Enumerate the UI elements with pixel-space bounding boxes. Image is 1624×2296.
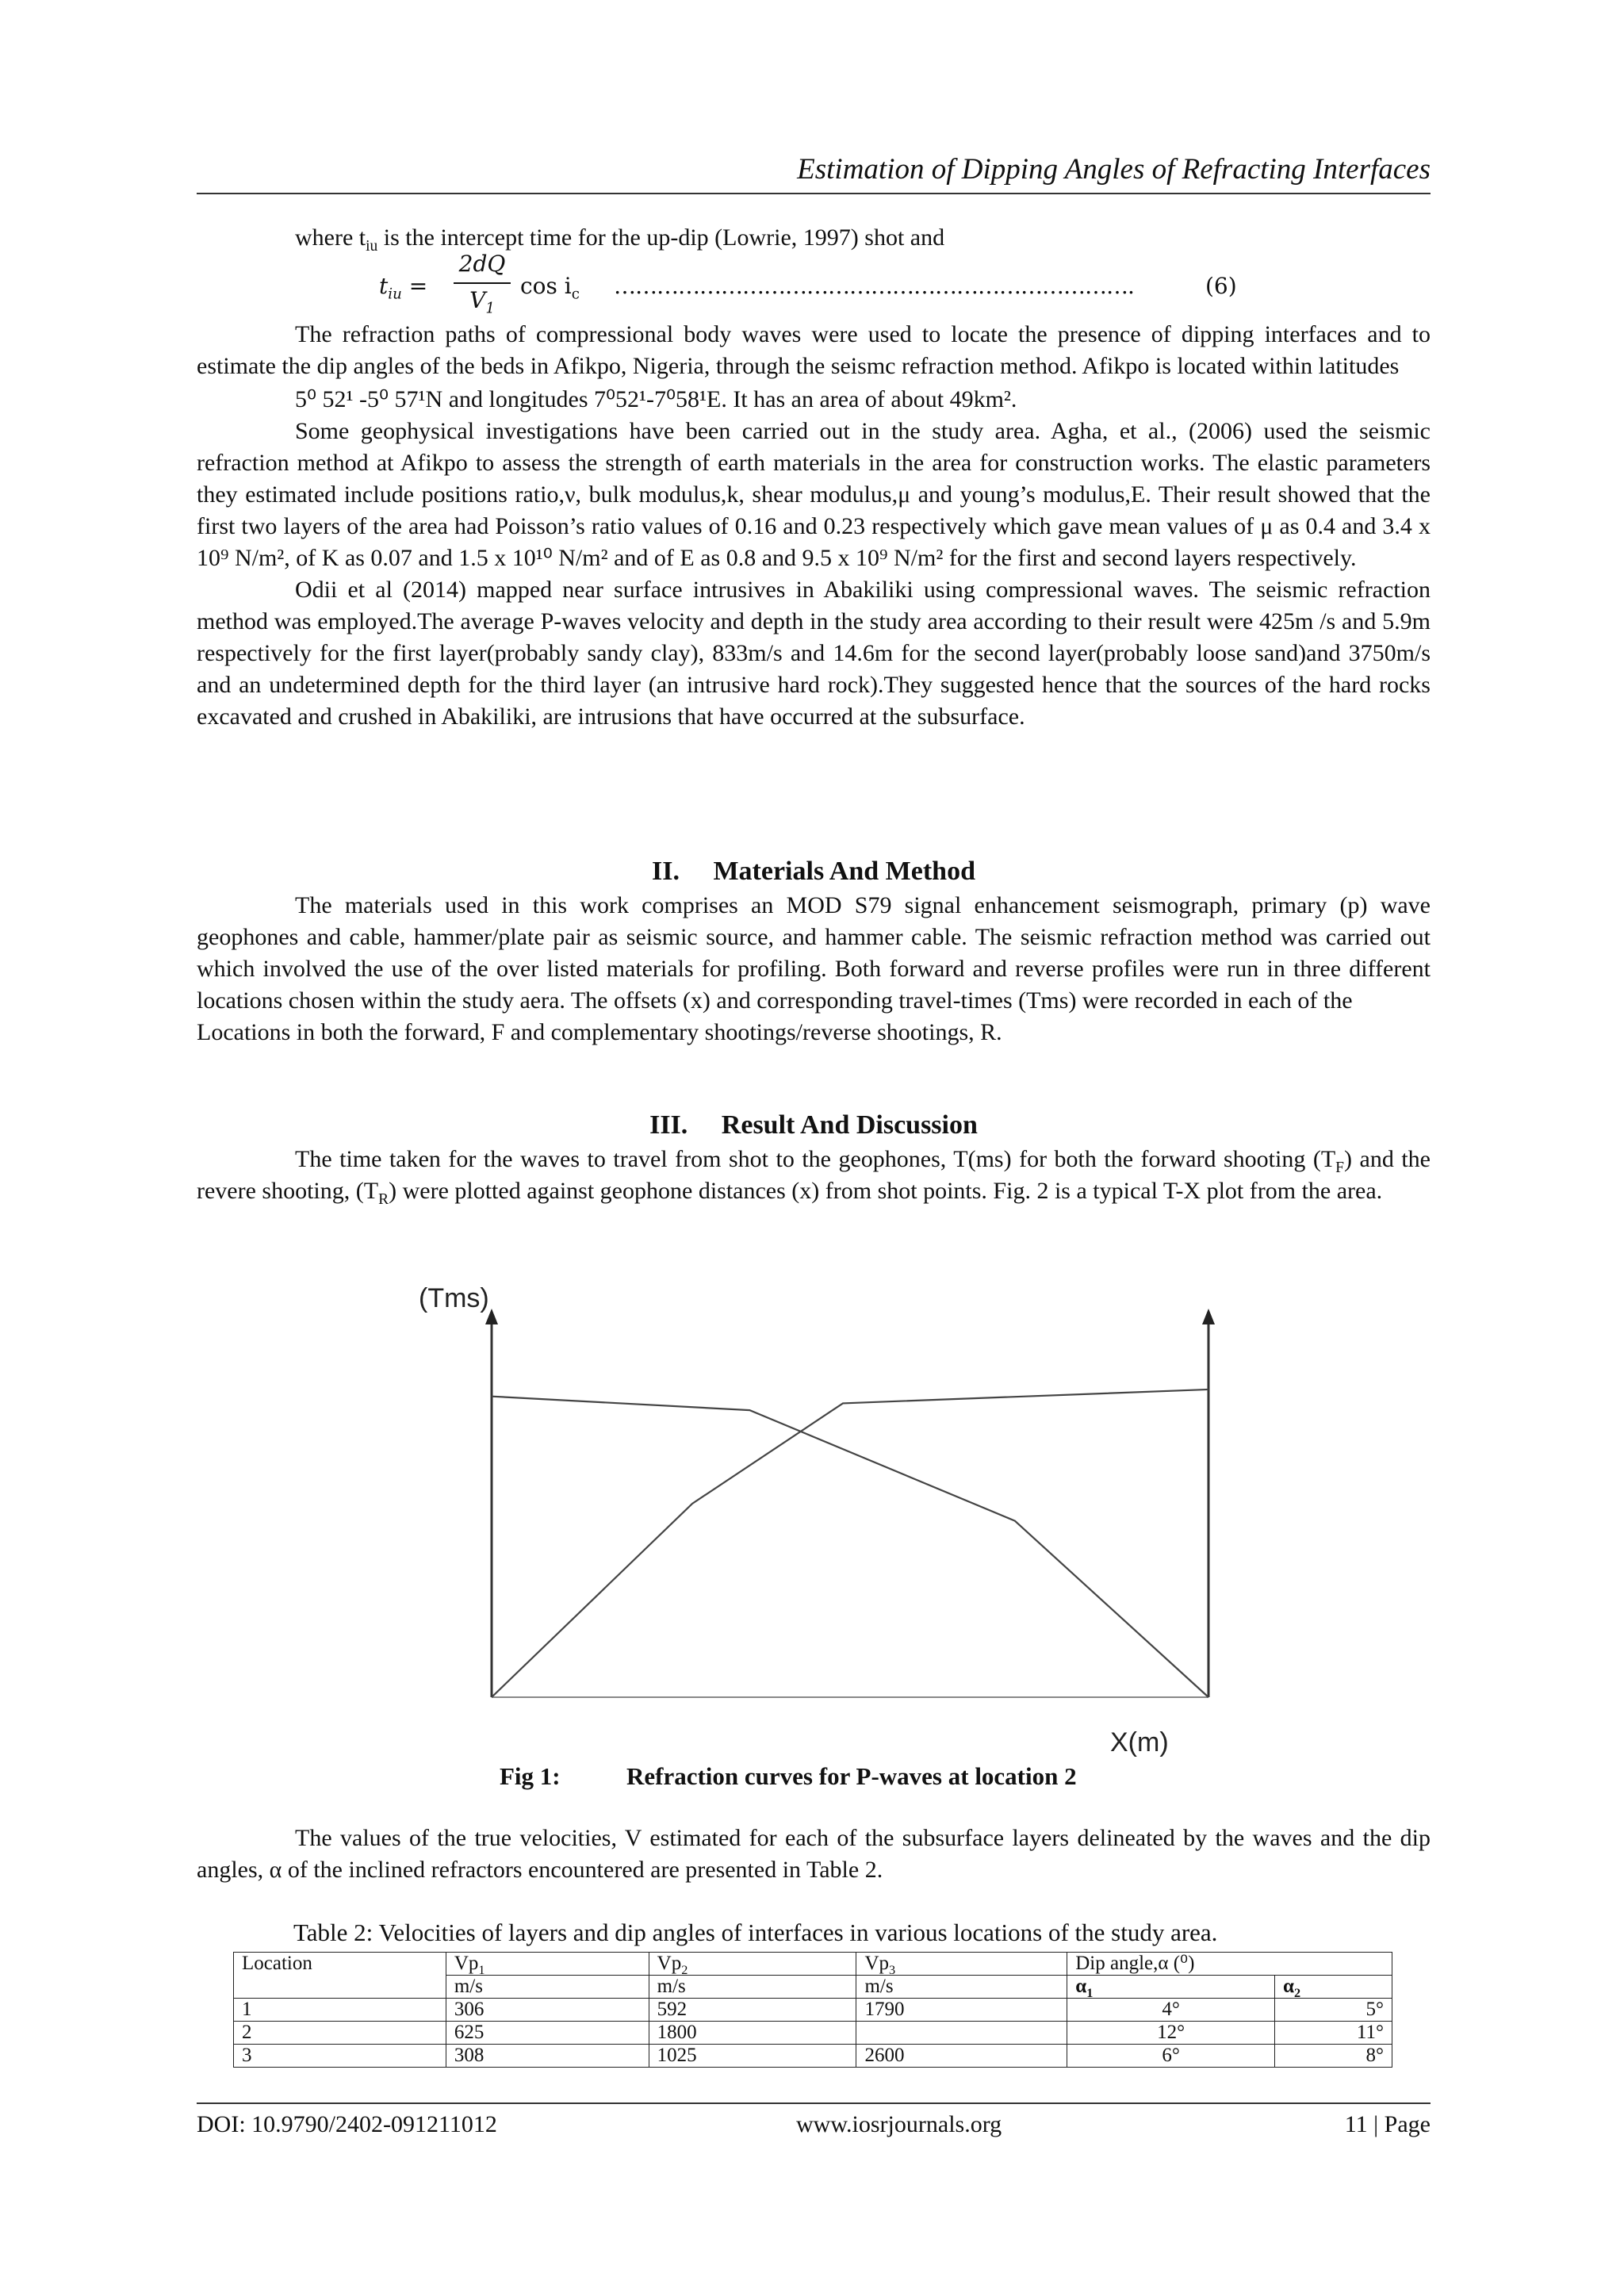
tx-refraction-chart xyxy=(412,1269,1245,1769)
header-vp1: $Vp_1$ xyxy=(446,1953,649,1976)
y-axis-label: (Tms) xyxy=(419,1283,489,1313)
table-title: Table 2: Velocities of layers and dip angles of interfaces in various locations of the study area. xyxy=(293,1918,1218,1946)
equation-dots: ………………………………………………………………. xyxy=(614,273,1134,299)
header-alpha1: $\alpha_1$ xyxy=(1067,1976,1275,1999)
table-intro xyxy=(197,1823,1431,1886)
section-2-body xyxy=(197,890,1431,1048)
section-2-paragraph-1: The materials used in this work comprises an MOD S79 signal enhancement seismograph, primary (p) wave geophones and cable, hammer/plate pair as seismic source, and hammer cable. The seismic refraction method was carried out which involved the use of the over listed materials for profiling. Both forward and reverse profiles were run in three different locations chosen within the study aera. The offsets (x) and corresponding travel-times (Tms) were recorded in each of the xyxy=(197,892,1431,1014)
right-y-axis-arrow xyxy=(1202,1309,1215,1324)
equation-6: $t_{iu}$ = 2dQ $V_1$ $\cos i_c$ ………………………………………………………………. (6) xyxy=(379,251,1237,317)
equation-numerator: 2dQ xyxy=(458,251,506,277)
intro-block xyxy=(197,222,1431,254)
table-row: 2 625 1800 12° 11° xyxy=(234,2022,1392,2045)
header-vp2: $Vp_2$ xyxy=(649,1953,856,1976)
intro-paragraphs xyxy=(197,319,1431,733)
header-location: Location xyxy=(234,1953,446,1999)
section-2-paragraph-2: Locations in both the forward, F and complementary shootings/reverse shootings, R. xyxy=(197,1019,1002,1045)
figure-caption: Fig 1: Refraction curves for P-waves at location 2 xyxy=(500,1762,1077,1790)
intro-paragraph-3: Odii et al (2014) mapped near surface intrusives in Abakiliki using compressional waves. The seismic refraction method was employed.The average P-waves velocity and depth in the study area according to their result were 425m /s and 5.9m respectively for the first layer(probably sandy clay), 833m/s and 14.6m for the second layer(probably loose sand)and 3750m/s and an undetermined depth for the third layer (an intrusive hard rock).They suggested hence that the sources of the hard rocks excavated and crushed in Abakiliki, are intrusions that have occurred at the subsurface. xyxy=(197,577,1431,730)
unit-vp2: m/s xyxy=(649,1976,856,1999)
section-3-paragraph-1: The time taken for the waves to travel from shot to the geophones, T(ms) for both the forward shooting $(T_F)$ and the revere shooting, $(T_R)$ were plotted against geophone distances (x) from shot points. Fig. 2 is a typical T-X plot from the area. xyxy=(197,1146,1431,1208)
coordinates-line: 5⁰ 52¹ -5⁰ 57¹N and longitudes 7⁰52¹-7⁰58¹E. It has an area of about 49km². xyxy=(295,386,1017,412)
footer-doi: DOI: 10.9790/2402-091211012 xyxy=(197,2111,497,2137)
fraction-bar xyxy=(454,282,511,284)
header-dip-angle: Dip angle,α (⁰) xyxy=(1067,1953,1392,1976)
forward-shooting-curve xyxy=(492,1389,1208,1697)
footer-website: www.iosrjournals.org xyxy=(796,2111,1002,2137)
footer-page-number: 11 | Page xyxy=(1344,2111,1431,2137)
section-3-body xyxy=(197,1144,1431,1207)
header-rule xyxy=(197,193,1431,194)
equation-lhs: t xyxy=(379,273,389,299)
table-header-row xyxy=(234,1953,1392,1976)
unit-vp3: m/s xyxy=(856,1976,1067,1999)
reverse-shooting-curve xyxy=(492,1397,1208,1697)
section-3-paragraph-2: The values of the true velocities, V estimated for each of the subsurface layers delineated by the waves and the dip angles, α of the inclined refractors encountered are presented in Table 2. xyxy=(197,1825,1431,1883)
footer-rule xyxy=(197,2102,1431,2104)
section-heading-2: II. Materials And Method xyxy=(651,857,975,886)
equation-denominator: V xyxy=(469,287,486,313)
header-alpha2: $\alpha_2$ xyxy=(1275,1976,1392,1999)
where-line: where $t_{iu}$ is the intercept time for the up-dip (Lowrie, 1997) shot and xyxy=(295,224,945,255)
section-heading-3: III. Result And Discussion xyxy=(649,1110,978,1140)
table-row: 3 308 1025 2600 6° 8° xyxy=(234,2045,1392,2068)
running-header: Estimation of Dipping Angles of Refracting Interfaces xyxy=(797,153,1431,186)
velocity-dip-table xyxy=(233,1952,1392,2068)
header-vp3: $Vp_3$ xyxy=(856,1953,1067,1976)
table-row: 1 306 592 1790 4° 5° xyxy=(234,1999,1392,2022)
equation-rhs: cos i xyxy=(520,273,572,299)
x-axis-label: X(m) xyxy=(1110,1727,1169,1757)
unit-vp1: m/s xyxy=(446,1976,649,1999)
equation-number: (6) xyxy=(1205,273,1237,299)
intro-paragraph-1: The refraction paths of compressional body waves were used to locate the presence of dipping interfaces and to estimate the dip angles of the beds in Afikpo, Nigeria, through the seismc refraction method. Afikpo is located within latitudes xyxy=(197,321,1431,379)
intro-paragraph-2: Some geophysical investigations have been carried out in the study area. Agha, et al., (2006) used the seismic refraction method at Afikpo to assess the strength of earth materials in the area for construction works. The elastic parameters they estimated include positions ratio,ν, bulk modulus,k, shear modulus,μ and young’s modulus,E. Their result showed that the first two layers of the area had Poisson’s ratio values of 0.16 and 0.23 respectively which gave mean values of μ as 0.4 and 3.4 x 10⁹ N/m², of K as 0.07 and 1.5 x 10¹⁰ N/m² and of E as 0.8 and 9.5 x 10⁹ N/m² for the first and second layers respectively. xyxy=(197,418,1431,571)
